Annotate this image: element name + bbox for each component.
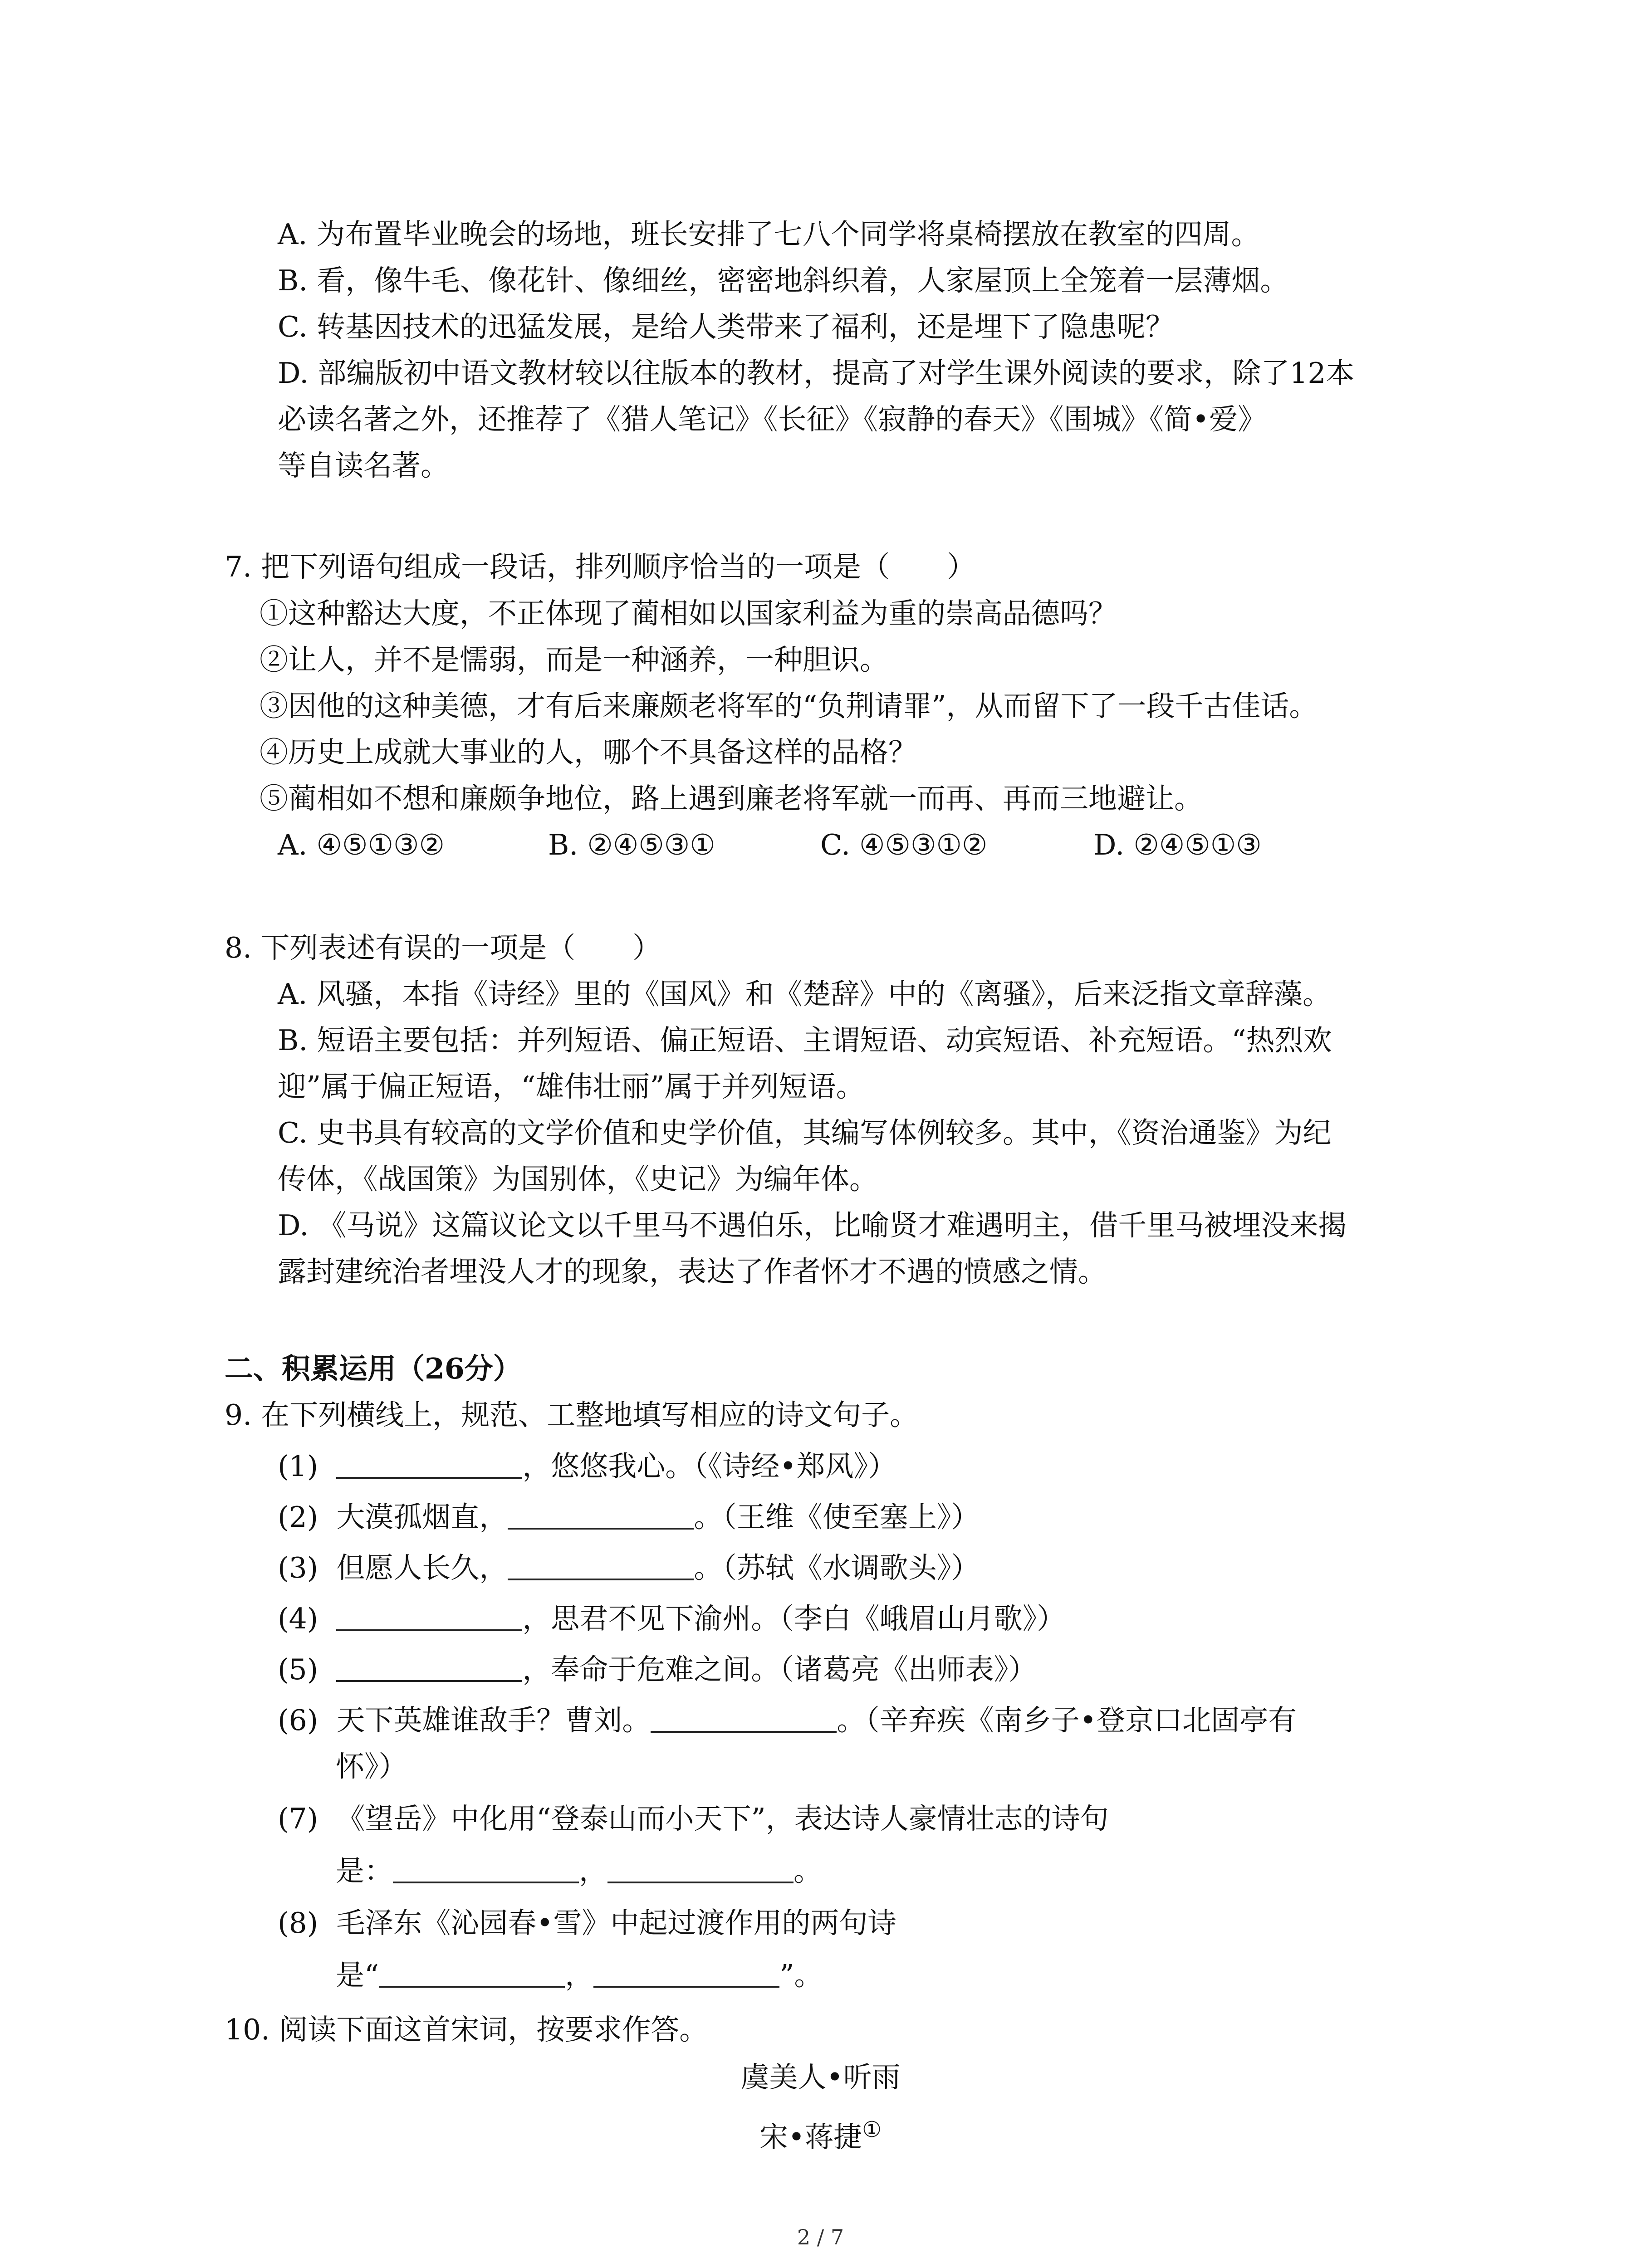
answer-blank[interactable] — [336, 1596, 522, 1631]
item-text: 但愿人长久， — [336, 1551, 508, 1584]
item-text: 。（苏轼《水调歌头》） — [694, 1551, 980, 1584]
item-text: ， — [579, 1854, 607, 1887]
q8-option-d-line2: 露封建统治者埋没人才的现象，表达了作者怀才不遇的愤感之情。 — [278, 1255, 1107, 1288]
q7-option-b: B. ②④⑤③① — [548, 828, 715, 861]
q6-option-d-line3: 等自读名著。 — [278, 449, 449, 482]
item-text: 。（王维《使至塞上》） — [694, 1501, 980, 1534]
item-text: 天下英雄谁敌手？曹刘。 — [336, 1704, 651, 1737]
item-text: 《望岳》中化用“登泰山而小天下”，表达诗人豪情壮志的诗句 — [336, 1802, 1109, 1835]
q9-item-2 — [278, 1492, 980, 1542]
answer-blank[interactable] — [379, 1952, 565, 1988]
q7-sentence-2: ②让人，并不是懦弱，而是一种涵养，一种胆识。 — [260, 643, 888, 676]
item-text: 。（辛弃疾《南乡子•登京口北固亭有 — [837, 1704, 1297, 1737]
item-text: 是“ — [336, 1959, 379, 1992]
item-text: ，奉命于危难之间。（诸葛亮《出师表》） — [522, 1653, 1037, 1686]
item-number: (3) — [278, 1551, 318, 1584]
item-number: (6) — [278, 1704, 318, 1737]
q6-option-c: C. 转基因技术的迅猛发展，是给人类带来了福利，还是埋下了隐患呢？ — [278, 310, 1175, 343]
q7-sentence-3: ③因他的这种美德，才有后来廉颇老将军的“负荆请罪”，从而留下了一段千古佳话。 — [260, 689, 1318, 723]
q9-item-7 — [278, 1794, 1109, 1844]
q7-sentence-5: ⑤蔺相如不想和廉颇争地位，路上遇到廉老将军就一而再、再而三地避让。 — [260, 782, 1203, 815]
q7-sentence-1: ①这种豁达大度，不正体现了蔺相如以国家利益为重的崇高品德吗？ — [260, 597, 1117, 630]
page-number: 2 / 7 — [797, 2225, 844, 2249]
poem-title: 虞美人•听雨 — [740, 2061, 901, 2094]
q9-item-8-line2 — [336, 1950, 823, 2000]
q10-stem: 10. 阅读下面这首宋词，按要求作答。 — [225, 2013, 708, 2046]
answer-blank[interactable] — [593, 1952, 779, 1988]
q7-option-a: A. ④⑤①③② — [278, 828, 445, 861]
q9-item-6 — [278, 1696, 1297, 1745]
q8-option-b: B. 短语主要包括：并列短语、偏正短语、主谓短语、动宾短语、补充短语。“热烈欢 — [278, 1024, 1332, 1057]
q6-option-d: D. 部编版初中语文教材较以往版本的教材，提高了对学生课外阅读的要求，除了12本 — [278, 357, 1355, 390]
footnote-mark: ① — [862, 2117, 882, 2142]
answer-blank[interactable] — [393, 1848, 579, 1883]
q7-option-d: D. ②④⑤①③ — [1093, 828, 1262, 861]
q7-option-c: C. ④⑤③①② — [820, 828, 988, 861]
item-text: ，思君不见下渝州。（李白《峨眉山月歌》） — [522, 1602, 1066, 1635]
answer-blank[interactable] — [508, 1494, 694, 1530]
q9-item-7-line2 — [336, 1846, 822, 1896]
item-text: 大漠孤烟直， — [336, 1501, 508, 1534]
answer-blank[interactable] — [336, 1647, 522, 1682]
item-number: (1) — [278, 1450, 318, 1483]
item-number: (7) — [278, 1802, 318, 1835]
item-number: (8) — [278, 1906, 318, 1940]
q8-option-d: D. 《马说》这篇议论文以千里马不遇伯乐，比喻贤才难遇明主，借千里马被埋没来揭 — [278, 1209, 1347, 1242]
answer-blank[interactable] — [607, 1848, 794, 1883]
item-text: ”。 — [779, 1959, 823, 1992]
item-text: ，悠悠我心。（《诗经•郑风》） — [522, 1450, 896, 1483]
item-number: (4) — [278, 1602, 318, 1635]
q9-item-6-line2: 怀》） — [336, 1750, 407, 1783]
q9-item-1 — [278, 1442, 896, 1491]
q8-option-a: A. 风骚，本指《诗经》里的《国风》和《楚辞》中的《离骚》，后来泛指文章辞藻。 — [278, 978, 1332, 1011]
q8-option-c-line2: 传体，《战国策》为国别体，《史记》为编年体。 — [278, 1163, 878, 1196]
item-text: 是： — [336, 1854, 393, 1887]
q9-item-4 — [278, 1594, 1065, 1644]
q6-option-b: B. 看，像牛毛、像花针、像细丝，密密地斜织着，人家屋顶上全笼着一层薄烟。 — [278, 264, 1289, 297]
answer-blank[interactable] — [651, 1697, 837, 1733]
q7-sentence-4: ④历史上成就大事业的人，哪个不具备这样的品格？ — [260, 736, 917, 769]
q9-item-3 — [278, 1543, 980, 1593]
q6-option-d-line2: 必读名著之外，还推荐了《猎人笔记》《长征》《寂静的春天》《围城》《简•爱》 — [278, 403, 1267, 436]
q8-option-c: C. 史书具有较高的文学价值和史学价值，其编写体例较多。其中，《资治通鉴》为纪 — [278, 1116, 1332, 1149]
q7-stem: 7. 把下列语句组成一段话，排列顺序恰当的一项是（ ） — [225, 550, 976, 583]
item-number: (2) — [278, 1501, 318, 1534]
poem-author-text: 宋•蒋捷 — [759, 2121, 862, 2154]
section-heading: 二、积累运用（26分） — [225, 1352, 522, 1385]
item-number: (5) — [278, 1653, 318, 1686]
item-text: 。 — [794, 1854, 822, 1887]
q6-option-a: A. 为布置毕业晚会的场地，班长安排了七八个同学将桌椅摆放在教室的四周。 — [278, 218, 1260, 251]
q9-stem: 9. 在下列横线上，规范、工整地填写相应的诗文句子。 — [225, 1398, 919, 1432]
item-text: ， — [565, 1959, 594, 1992]
q9-item-5 — [278, 1645, 1037, 1695]
poem-author — [0, 2105, 1641, 2155]
item-text: 毛泽东《沁园春•雪》中起过渡作用的两句诗 — [336, 1906, 896, 1940]
answer-blank[interactable] — [336, 1443, 522, 1479]
q8-option-b-line2: 迎”属于偏正短语，“雄伟壮丽”属于并列短语。 — [278, 1070, 865, 1103]
answer-blank[interactable] — [508, 1545, 694, 1580]
q8-stem: 8. 下列表述有误的一项是（ ） — [225, 931, 661, 964]
q9-item-8 — [278, 1898, 896, 1948]
